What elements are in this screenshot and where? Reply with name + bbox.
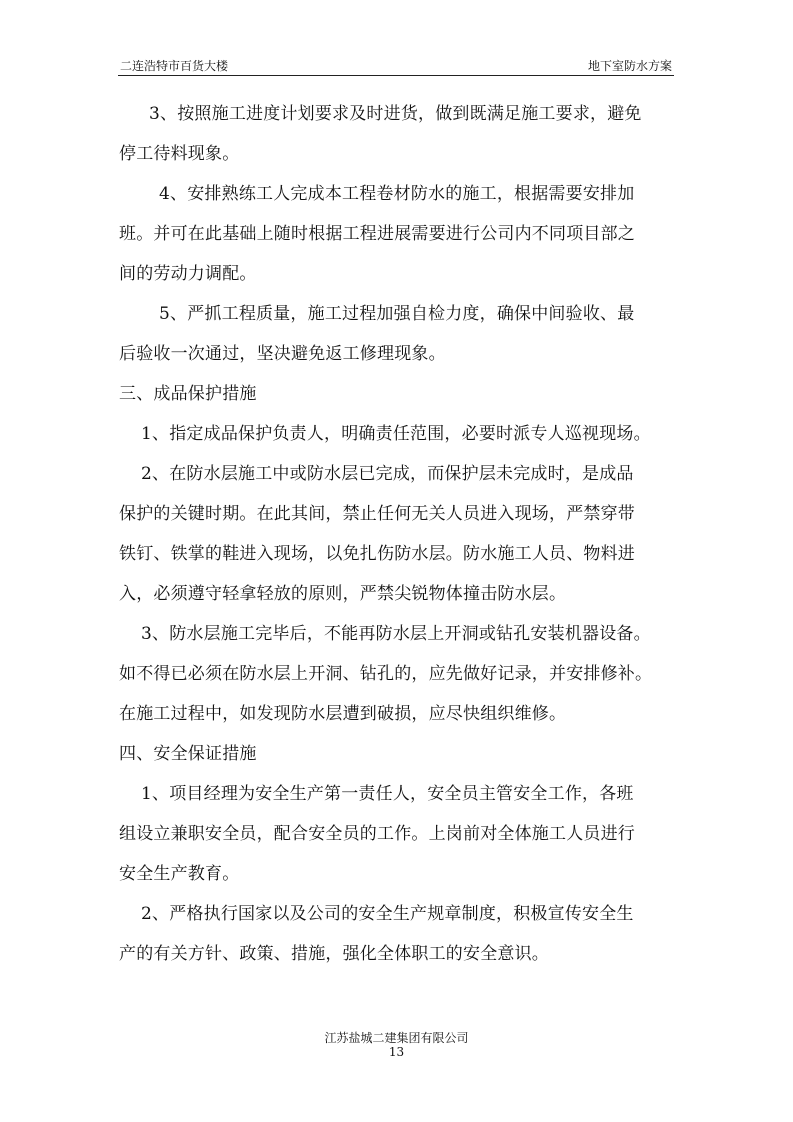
text-line: 停工待料现象。 xyxy=(119,144,240,164)
text-line: 组设立兼职安全员，配合安全员的工作。上岗前对全体施工人员进行 xyxy=(119,824,635,844)
text-line: 班。并可在此基础上随时根据工程进展需要进行公司内不同项目部之 xyxy=(119,224,635,244)
text-line: 5、严抓工程质量，施工过程加强自检力度，确保中间验收、最 xyxy=(159,304,635,324)
text-line: 1、项目经理为安全生产第一责任人，安全员主管安全工作，各班 xyxy=(141,784,634,804)
text-line: 后验收一次通过，坚决避免返工修理现象。 xyxy=(119,344,446,364)
text-line: 2、在防水层施工中或防水层已完成，而保护层未完成时，是成品 xyxy=(141,464,634,484)
text-line: 2、严格执行国家以及公司的安全生产规章制度，积极宣传安全生 xyxy=(141,904,634,924)
text-line: 铁钉、铁掌的鞋进入现场，以免扎伤防水层。防水施工人员、物料进 xyxy=(119,544,635,564)
text-line: 四、安全保证措施 xyxy=(119,744,257,764)
footer-company-name: 江苏盐城二建集团有限公司 xyxy=(324,1031,469,1045)
text-line: 如不得已必须在防水层上开洞、钻孔的，应先做好记录，并安排修补。 xyxy=(119,664,653,684)
text-line: 入，必须遵守轻拿轻放的原则，严禁尖锐物体撞击防水层。 xyxy=(119,584,567,604)
text-line: 在施工过程中，如发现防水层遭到破损，应尽快组织维修。 xyxy=(119,704,567,724)
header-document-title: 地下室防水方案 xyxy=(587,59,672,73)
text-line: 3、防水层施工完毕后，不能再防水层上开洞或钻孔安装机器设备。 xyxy=(141,624,651,644)
text-line: 三、成品保护措施 xyxy=(119,384,257,404)
header-project-name: 二连浩特市百货大楼 xyxy=(120,59,229,73)
text-line: 间的劳动力调配。 xyxy=(119,264,257,284)
text-line: 产的有关方针、政策、措施，强化全体职工的安全意识。 xyxy=(119,944,549,964)
body-text xyxy=(119,94,675,974)
text-line: 4、安排熟练工人完成本工程卷材防水的施工，根据需要安排加 xyxy=(159,184,635,204)
text-line: 安全生产教育。 xyxy=(119,864,240,884)
text-line: 1、指定成品保护负责人，明确责任范围，必要时派专人巡视现场。 xyxy=(141,424,651,444)
page-number: 13 xyxy=(388,1045,405,1059)
page-header xyxy=(118,55,674,76)
text-line: 保护的关键时期。在此其间，禁止任何无关人员进入现场，严禁穿带 xyxy=(119,504,635,524)
text-line: 3、按照施工进度计划要求及时进货，做到既满足施工要求，避免 xyxy=(149,104,642,124)
